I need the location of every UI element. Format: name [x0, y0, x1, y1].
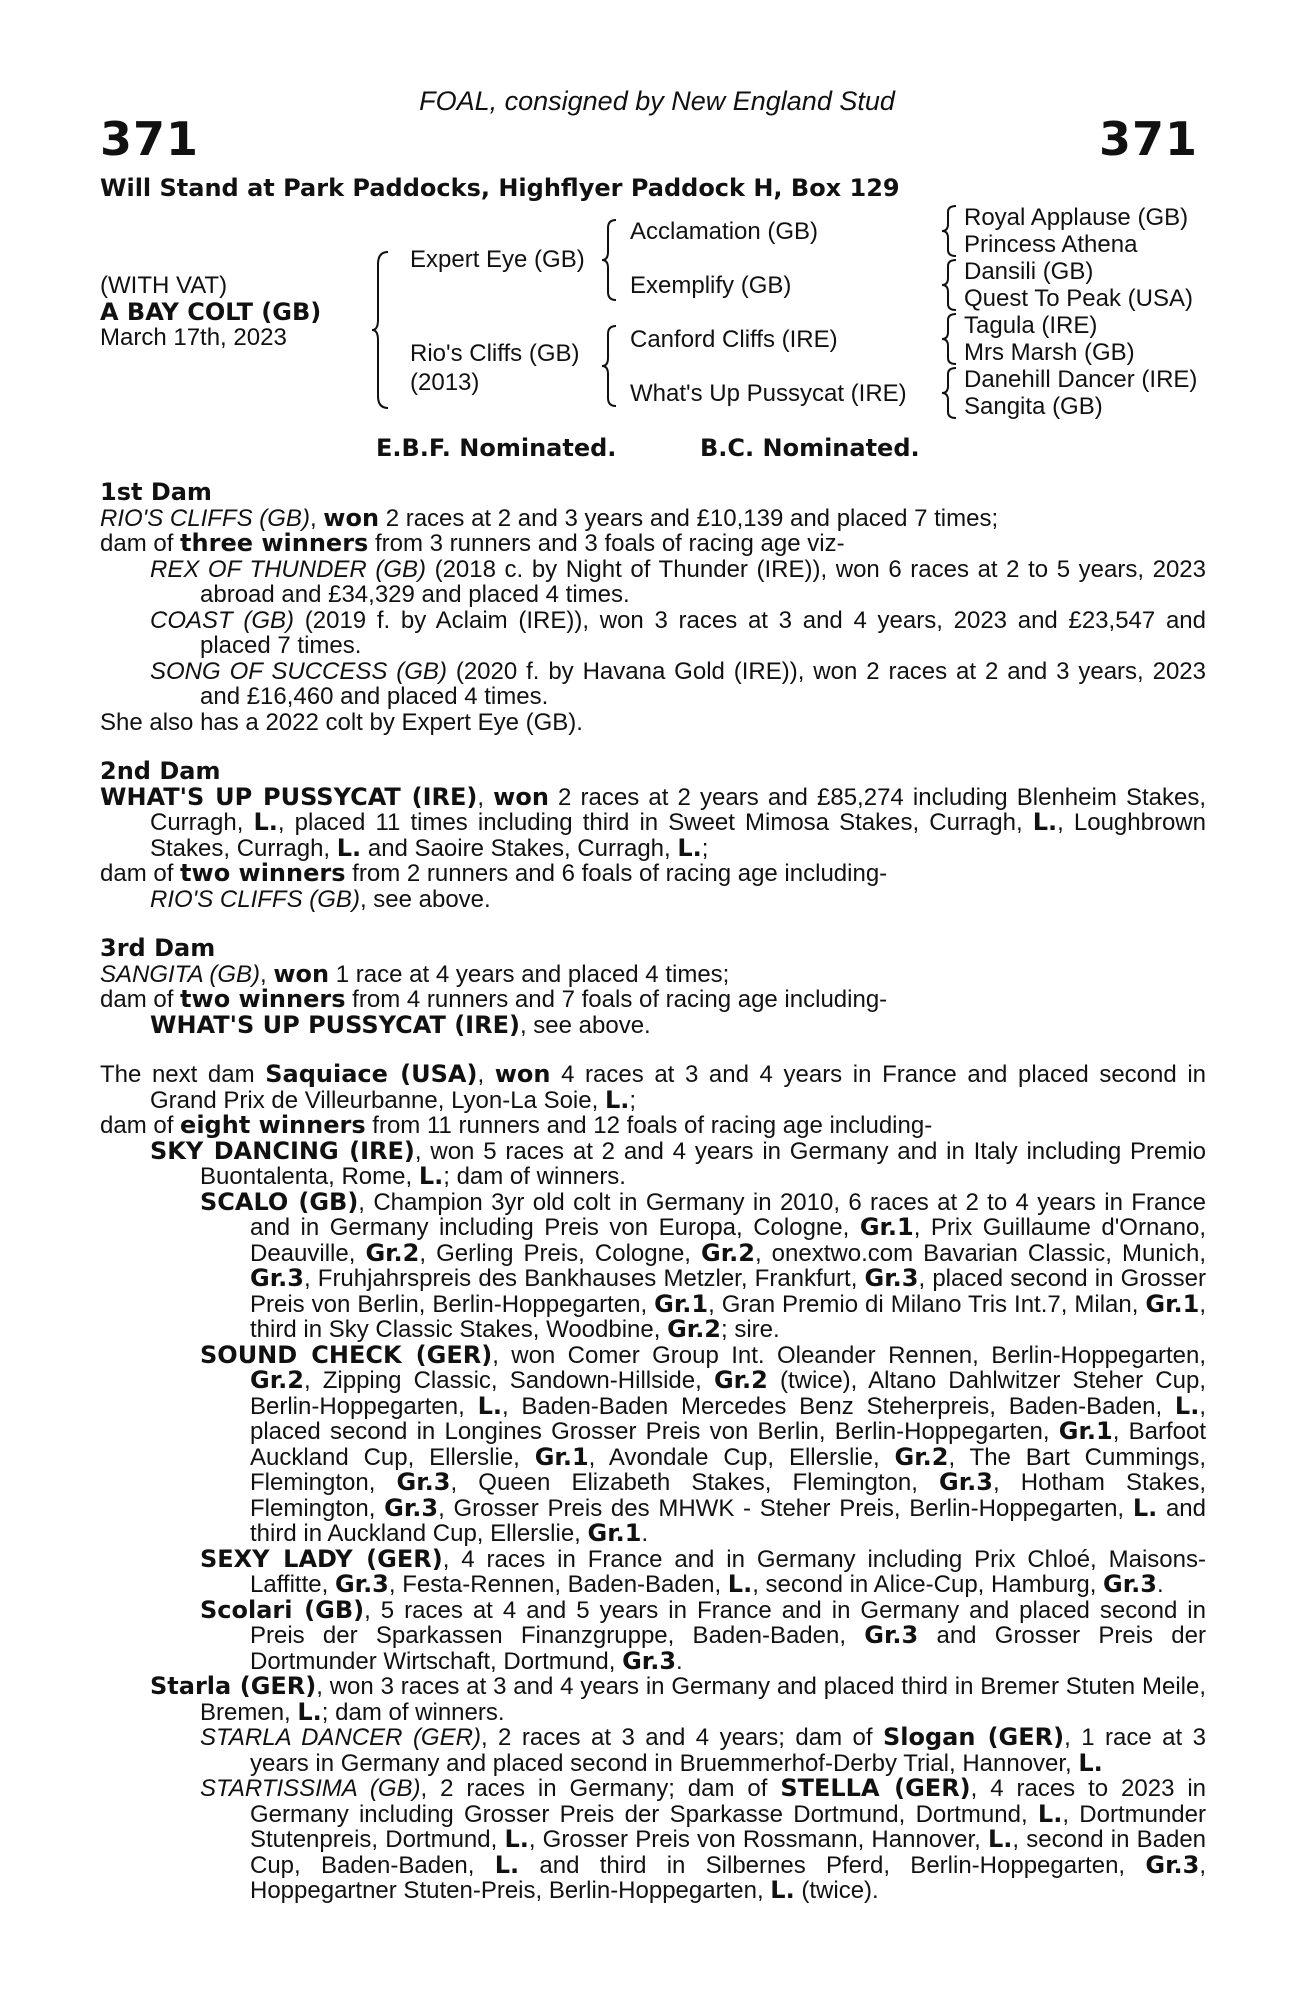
- ped-sdd: Quest To Peak (USA): [964, 285, 1193, 312]
- foaling-date: March 17th, 2023: [100, 324, 287, 351]
- ped-dsd: Mrs Marsh (GB): [964, 339, 1135, 366]
- pedigree-main-brace: [370, 250, 394, 410]
- produce-starla: Starla (GER), won 3 races at 3 and 4 years in Germany and placed third in Bremer Stuten Meile, Bremen, L.; dam of winners.: [150, 1672, 1206, 1726]
- third-dam-produce-summary: dam of two winners from 4 runners and 7 foals of racing age including-: [100, 985, 888, 1013]
- produce-scalo: SCALO (GB), Champion 3yr old colt in Germany in 2010, 6 races at 2 to 4 years in France and in Germany including Preis von Europa, Cologne, Gr.1, Prix Guillaume d'Ornano, Deauville, Gr.2, Gerling Preis, Cologne, Gr.2, onextwo.com Bavarian Classic, Munich, Gr.3, Fruhjahrspreis des Bankhauses Metzler, Frankfurt, Gr.3, placed second in Grosser Preis von Berlin, Berlin-Hoppegarten, Gr.1, Gran Premio di Milano Tris Int.7, Milan, Gr.1, third in Sky Classic Stakes, Woodbine, Gr.2; sire.: [200, 1187, 1207, 1343]
- lot-title: A BAY COLT (GB): [100, 298, 322, 326]
- consignor-line: FOAL, consigned by New England Stud: [419, 86, 895, 116]
- ped-dss: Tagula (IRE): [964, 312, 1098, 339]
- pedigree-sire-brace: [600, 218, 622, 302]
- ebf-nominated: E.B.F. Nominated.: [376, 434, 617, 462]
- third-dam-heading: 3rd Dam: [100, 934, 216, 962]
- first-dam-produce-summary: dam of three winners from 3 runners and 3 foals of racing age viz-: [100, 529, 845, 557]
- produce-starla-dancer: STARLA DANCER (GER), 2 races at 3 and 4 years; dam of Slogan (GER), 1 race at 3 years in Germany and placed second in Bruemmerhof-Derby Trial, Hannover, L.: [200, 1723, 1206, 1777]
- vat-note: (WITH VAT): [100, 272, 228, 299]
- second-dam-produce-summary: dam of two winners from 2 runners and 6 foals of racing age including-: [100, 859, 888, 887]
- second-dam-heading: 2nd Dam: [100, 757, 221, 785]
- next-dam-line: The next dam Saquiace (USA), won 4 races at 3 and 4 years in France and placed second in Grand Prix de Villeurbanne, Lyon-La Soie, L.;: [100, 1060, 1207, 1114]
- produce-coast: COAST (GB) (2019 f. by Aclaim (IRE)), won 3 races at 3 and 4 years, 2023 and £23,547 and placed 7 times.: [150, 606, 1206, 659]
- lot-number: 371: [100, 112, 200, 166]
- sire-dam-name: Exemplify (GB): [630, 272, 792, 299]
- dam-dam-name: What's Up Pussycat (IRE): [630, 380, 907, 407]
- ped-ddd: Sangita (GB): [964, 393, 1103, 420]
- ped-sss: Royal Applause (GB): [964, 204, 1189, 231]
- second-dam-line: WHAT'S UP PUSSYCAT (IRE), won 2 races at 2 years and £85,274 including Blenheim Stakes, Curragh, L., placed 11 times including third in Sweet Mimosa Stakes, Curragh, L., Loughbrown Stakes, Curragh, L. and Saoire Stakes, Curragh, L.;: [100, 782, 1206, 862]
- dam-name: Rio's Cliffs (GB): [410, 340, 580, 367]
- first-dam-note: She also has a 2022 colt by Expert Eye (GB).: [100, 708, 583, 736]
- produce-startissima: STARTISSIMA (GB), 2 races in Germany; dam of STELLA (GER), 4 races to 2023 in Germany including Grosser Preis der Sparkasse Dortmund, Dortmund, L., Dortmunder Stutenpreis, Dortmund, L., Grosser Preis von Rossmann, Hannover, L., second in Baden Cup, Baden-Baden, L. and third in Silbernes Pferd, Berlin-Hoppegarten, Gr.3, Hoppegartner Stuten-Preis, Berlin-Hoppegarten, L. (twice).: [200, 1774, 1207, 1904]
- pedigree-brace-sd: [940, 258, 962, 312]
- pedigree-brace-ss: [940, 204, 962, 258]
- produce-song-of-success: SONG OF SUCCESS (GB) (2020 f. by Havana Gold (IRE)), won 2 races at 2 and 3 years, 2023 and £16,460 and placed 4 times.: [150, 657, 1207, 710]
- catalogue-body: [100, 480, 1206, 1904]
- bc-nominated: B.C. Nominated.: [700, 434, 920, 462]
- produce-sound-check: SOUND CHECK (GER), won Comer Group Int. Oleander Rennen, Berlin-Hoppegarten, Gr.2, Zipping Classic, Sandown-Hillside, Gr.2 (twice), Altano Dahlwitzer Steher Cup, Berlin-Hoppegarten, L., Baden-Baden Mercedes Benz Steherpreis, Baden-Baden, L., placed second in Longines Grosser Preis von Berlin, Berlin-Hoppegarten, Gr.1, Barfoot Auckland Cup, Ellerslie, Gr.1, Avondale Cup, Ellerslie, Gr.2, The Bart Cummings, Flemington, Gr.3, Queen Elizabeth Stakes, Flemington, Gr.3, Hotham Stakes, Flemington, Gr.3, Grosser Preis des MHWK - Steher Preis, Berlin-Hoppegarten, L. and third in Auckland Cup, Ellerslie, Gr.1.: [200, 1340, 1207, 1547]
- ped-dds: Danehill Dancer (IRE): [964, 366, 1198, 393]
- produce-sexy-lady: SEXY LADY (GER), 4 races in France and in Germany including Prix Chloé, Maisons-Laffitte, Gr.3, Festa-Rennen, Baden-Baden, L., second in Alice-Cup, Hamburg, Gr.3.: [200, 1544, 1206, 1598]
- dam-sire-name: Canford Cliffs (IRE): [630, 326, 838, 353]
- produce-rex-of-thunder: REX OF THUNDER (GB) (2018 c. by Night of Thunder (IRE)), won 6 races at 2 to 5 years, 2023 abroad and £34,329 and placed 4 times.: [150, 555, 1206, 608]
- pedigree-brace-dd: [940, 366, 962, 420]
- sire-name: Expert Eye (GB): [410, 246, 585, 273]
- produce-sky-dancing: SKY DANCING (IRE), won 5 races at 2 and 4 years in Germany and in Italy including Premio Buontalenta, Rome, L.; dam of winners.: [150, 1136, 1207, 1190]
- pedigree-dam-brace: [600, 324, 622, 408]
- pedigree-brace-ds: [940, 312, 962, 366]
- stand-location: Will Stand at Park Paddocks, Highflyer Paddock H, Box 129: [100, 174, 900, 202]
- third-dam-line: SANGITA (GB), won 1 race at 4 years and placed 4 times;: [100, 959, 730, 988]
- first-dam-heading: 1st Dam: [100, 478, 212, 506]
- produce-scolari: Scolari (GB), 5 races at 4 and 5 years in France and in Germany and placed second in Preis der Sparkassen Finanzgruppe, Baden-Baden, Gr.3 and Grosser Preis der Dortmunder Wirtschaft, Dortmund, Gr.3.: [200, 1595, 1206, 1675]
- ped-ssd: Princess Athena: [964, 231, 1138, 258]
- dam-year: (2013): [410, 369, 480, 396]
- first-dam-line: RIO'S CLIFFS (GB), won 2 races at 2 and 3 years and £10,139 and placed 7 times;: [100, 503, 999, 532]
- ped-sds: Dansili (GB): [964, 258, 1094, 285]
- sire-sire-name: Acclamation (GB): [630, 218, 819, 245]
- lot-number-right: 371: [1098, 112, 1198, 166]
- next-dam-produce-summary: dam of eight winners from 11 runners and 12 foals of racing age including-: [100, 1111, 933, 1139]
- produce-whats-up-pussycat: WHAT'S UP PUSSYCAT (IRE), see above.: [150, 1010, 651, 1039]
- produce-rios-cliffs: RIO'S CLIFFS (GB), see above.: [150, 885, 491, 913]
